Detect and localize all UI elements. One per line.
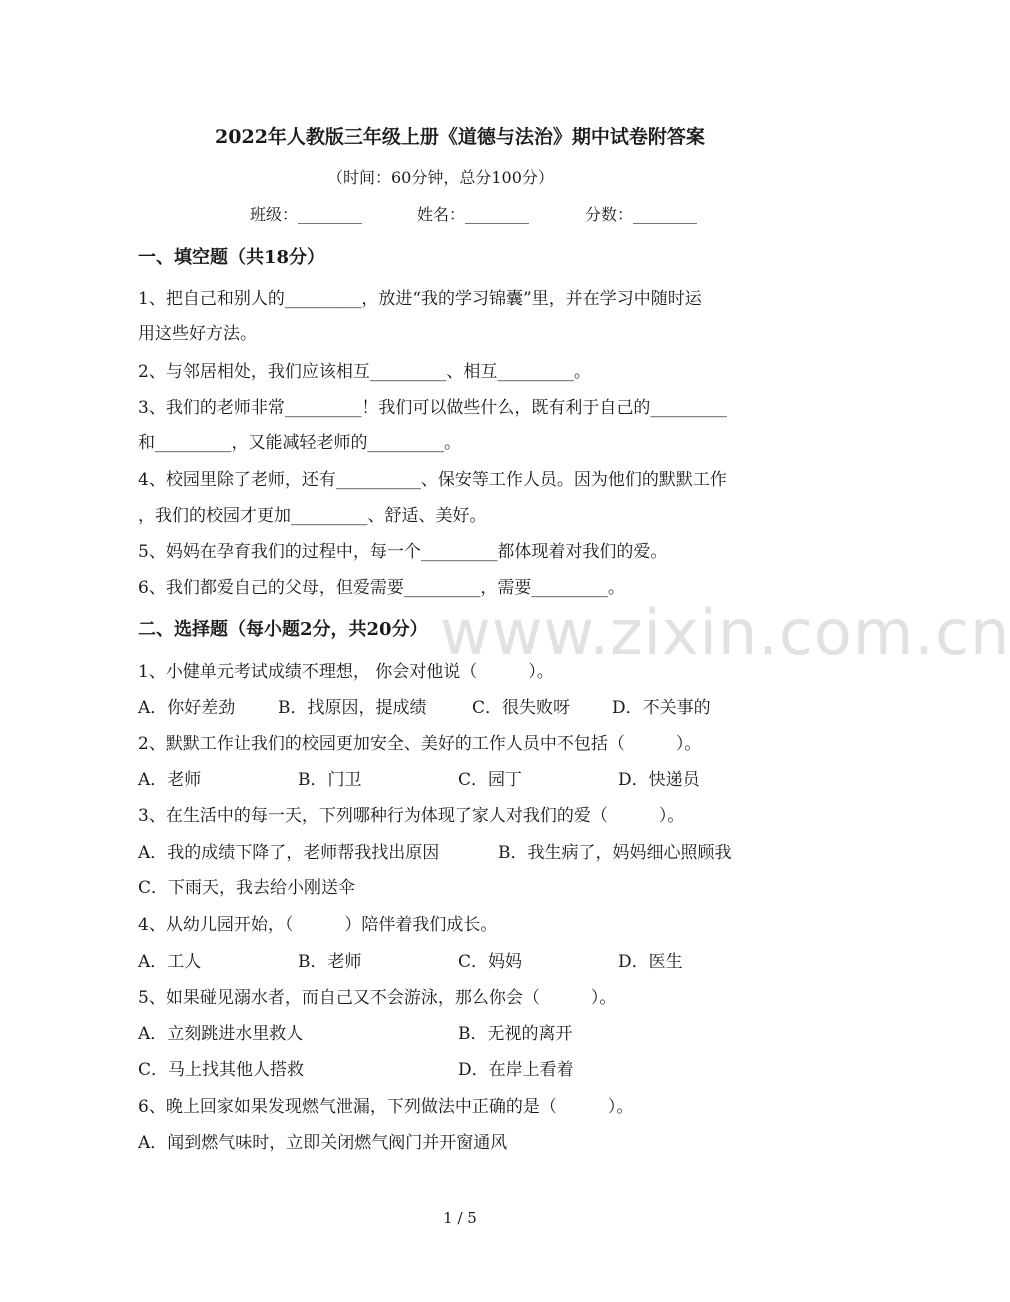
exam-time-info: （时间：60分钟，总分100分） <box>327 168 554 187</box>
option-a[interactable]: A．你好差劲 <box>138 698 236 718</box>
option-c[interactable]: C．园丁 <box>458 770 523 790</box>
option-b[interactable]: B．找原因，提成绩 <box>278 698 427 718</box>
question-line: 用这些好方法。 <box>138 324 257 344</box>
section-heading-fill-blank: 一、填空题（共18分） <box>138 247 326 268</box>
option-c[interactable]: C．很失败呀 <box>472 698 571 718</box>
option-b[interactable]: B．老师 <box>298 952 362 972</box>
question-stem: 4、从幼儿园开始，（ ）陪伴着我们成长。 <box>138 915 498 935</box>
option-a[interactable]: A．立刻跳进水里救人 <box>138 1024 304 1044</box>
option-c[interactable]: C．下雨天，我去给小刚送伞 <box>138 878 356 898</box>
question-line: 4、校园里除了老师，还有__________、保安等工作人员。因为他们的默默工作 <box>138 470 727 490</box>
option-a[interactable]: A．工人 <box>138 952 202 972</box>
option-c[interactable]: C．马上找其他人搭救 <box>138 1060 305 1080</box>
question-line: 2、与邻居相处，我们应该相互_________、相互_________。 <box>138 362 591 382</box>
score-field[interactable]: 分数：________ <box>585 205 698 224</box>
question-line: 5、妈妈在孕育我们的过程中，每一个_________都体现着对我们的爱。 <box>138 542 668 562</box>
option-a[interactable]: A．老师 <box>138 770 202 790</box>
question-line: 和_________，又能减轻老师的_________。 <box>138 433 461 453</box>
option-d[interactable]: D．在岸上看着 <box>458 1060 574 1080</box>
option-b[interactable]: B．门卫 <box>298 770 362 790</box>
question-stem: 5、如果碰见溺水者，而自己又不会游泳，那么你会（ ）。 <box>138 988 617 1008</box>
option-d[interactable]: D．不关事的 <box>612 698 711 718</box>
question-stem: 6、晚上回家如果发现燃气泄漏，下列做法中正确的是（ ）。 <box>138 1097 634 1117</box>
question-line: ，我们的校园才更加_________、舒适、美好。 <box>138 506 487 526</box>
option-d[interactable]: D．医生 <box>618 952 683 972</box>
question-stem: 1、小健单元考试成绩不理想， 你会对他说（ ）。 <box>138 662 554 682</box>
question-stem: 3、在生活中的每一天，下列哪种行为体现了家人对我们的爱（ ）。 <box>138 806 685 826</box>
class-field[interactable]: 班级：________ <box>250 205 363 224</box>
question-line: 6、我们都爱自己的父母，但爱需要_________，需要_________。 <box>138 578 625 598</box>
name-field[interactable]: 姓名：________ <box>417 205 530 224</box>
option-b[interactable]: B．无视的离开 <box>458 1024 573 1044</box>
question-stem: 2、默默工作让我们的校园更加安全、美好的工作人员中不包括（ ）。 <box>138 734 702 754</box>
question-line: 1、把自己和别人的_________，放进“我的学习锦囊”里，并在学习中随时运 <box>138 289 702 309</box>
option-c[interactable]: C．妈妈 <box>458 952 523 972</box>
section-heading-multiple-choice: 二、选择题（每小题2分，共20分） <box>138 619 428 640</box>
page-title: 2022年人教版三年级上册《道德与法治》期中试卷附答案 <box>215 126 705 148</box>
watermark: www.zixin.com.cn <box>440 596 1010 669</box>
option-a[interactable]: A．闻到燃气味时，立即关闭燃气阀门并开窗通风 <box>138 1133 508 1153</box>
question-line: 3、我们的老师非常_________！我们可以做些什么，既有利于自己的_________ <box>138 398 727 418</box>
option-a[interactable]: A．我的成绩下降了，老师帮我找出原因 <box>138 843 440 863</box>
option-d[interactable]: D．快递员 <box>618 770 700 790</box>
page-number: 1 / 5 <box>443 1209 477 1227</box>
option-b[interactable]: B．我生病了，妈妈细心照顾我 <box>498 843 732 863</box>
